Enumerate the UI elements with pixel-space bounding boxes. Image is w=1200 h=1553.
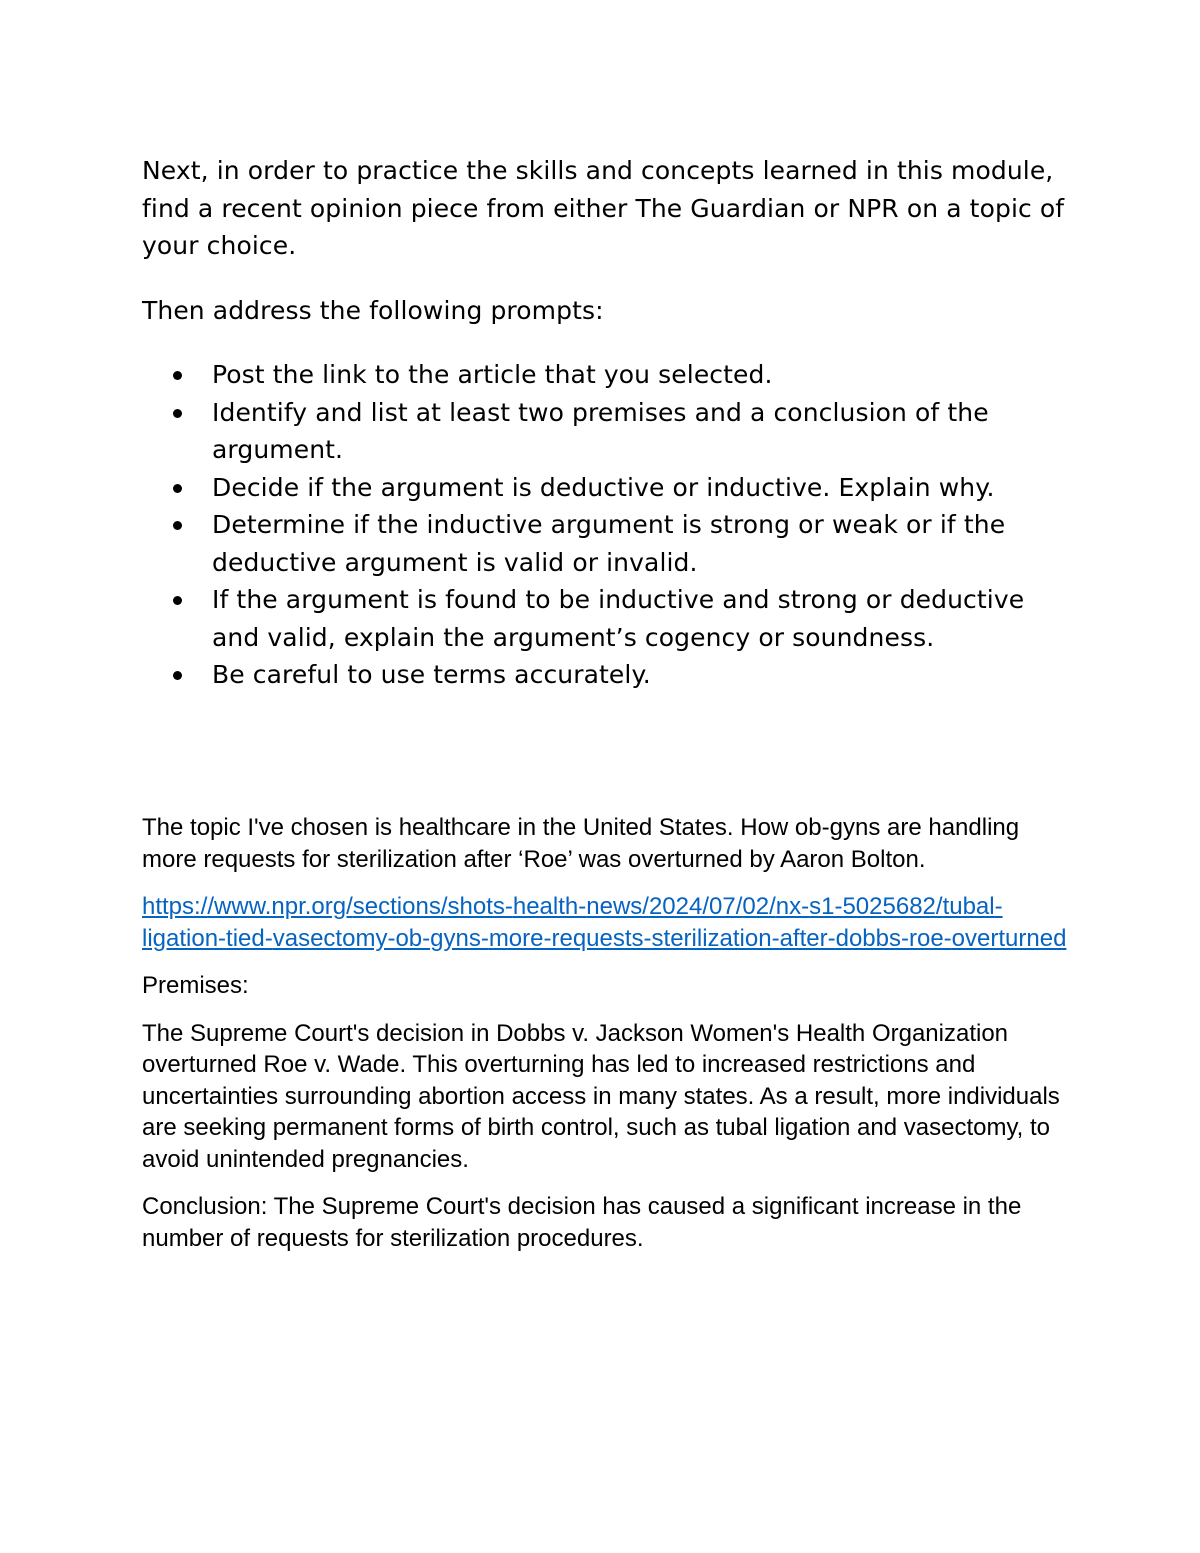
bullet-text: Decide if the argument is deductive or inductive. Explain why. [212, 472, 995, 502]
prompt-instruction: Then address the following prompts: [142, 295, 604, 325]
student-answer [142, 812, 1072, 1270]
bullet-item [142, 469, 1072, 507]
assignment-prompt [142, 152, 1072, 694]
bullet-text: Identify and list at least two premises and a conclusion of the argument. [212, 397, 989, 464]
conclusion-paragraph: Conclusion: The Supreme Court's decision has caused a significant increase in the number of requests for sterilization procedures. [142, 1193, 1022, 1252]
bullet-dot-icon [173, 409, 182, 418]
prompt-bullet-list [142, 356, 1072, 694]
bullet-text: Be careful to use terms accurately. [212, 660, 651, 689]
bullet-dot-icon [173, 521, 182, 530]
bullet-item [142, 394, 1072, 469]
bullet-text: Post the link to the article that you selected. [212, 360, 773, 389]
bullet-dot-icon [173, 484, 182, 493]
bullet-item [142, 656, 1072, 694]
bullet-item [142, 356, 1072, 394]
bullet-text: Determine if the inductive argument is strong or weak or if the deductive argument is valid or invalid. [212, 510, 1006, 577]
article-link[interactable]: https://www.npr.org/sections/shots-health-news/2024/07/02/nx-s1-5025682/tubal-ligation-tied-vasectomy-ob-gyns-more-requests-sterilization-after-dobbs-roe-overturned [142, 893, 1067, 952]
bullet-text: If the argument is found to be inductive and strong or deductive and valid, explain the argument’s cogency or soundness. [212, 585, 1025, 652]
bullet-item [142, 581, 1072, 656]
bullet-dot-icon [173, 671, 182, 680]
bullet-item [142, 506, 1072, 581]
bullet-dot-icon [173, 371, 182, 380]
topic-paragraph: The topic I've chosen is healthcare in the United States. How ob-gyns are handling more requests for sterilization after ‘Roe’ was overturned by Aaron Bolton. [142, 814, 1020, 873]
premises-paragraph: The Supreme Court's decision in Dobbs v. Jackson Women's Health Organization overturned Roe v. Wade. This overturning has led to increased restrictions and uncertainties surrounding abortion access in many states. As a result, more individuals are seeking permanent forms of birth control, such as tubal ligation and vasectomy, to avoid unintended pregnancies. [142, 1019, 1060, 1173]
bullet-dot-icon [173, 596, 182, 605]
prompt-intro: Next, in order to practice the skills and concepts learned in this module, find a recent opinion piece from either The Guardian or NPR on a topic of your choice. [142, 156, 1065, 260]
premises-heading: Premises: [142, 972, 249, 999]
